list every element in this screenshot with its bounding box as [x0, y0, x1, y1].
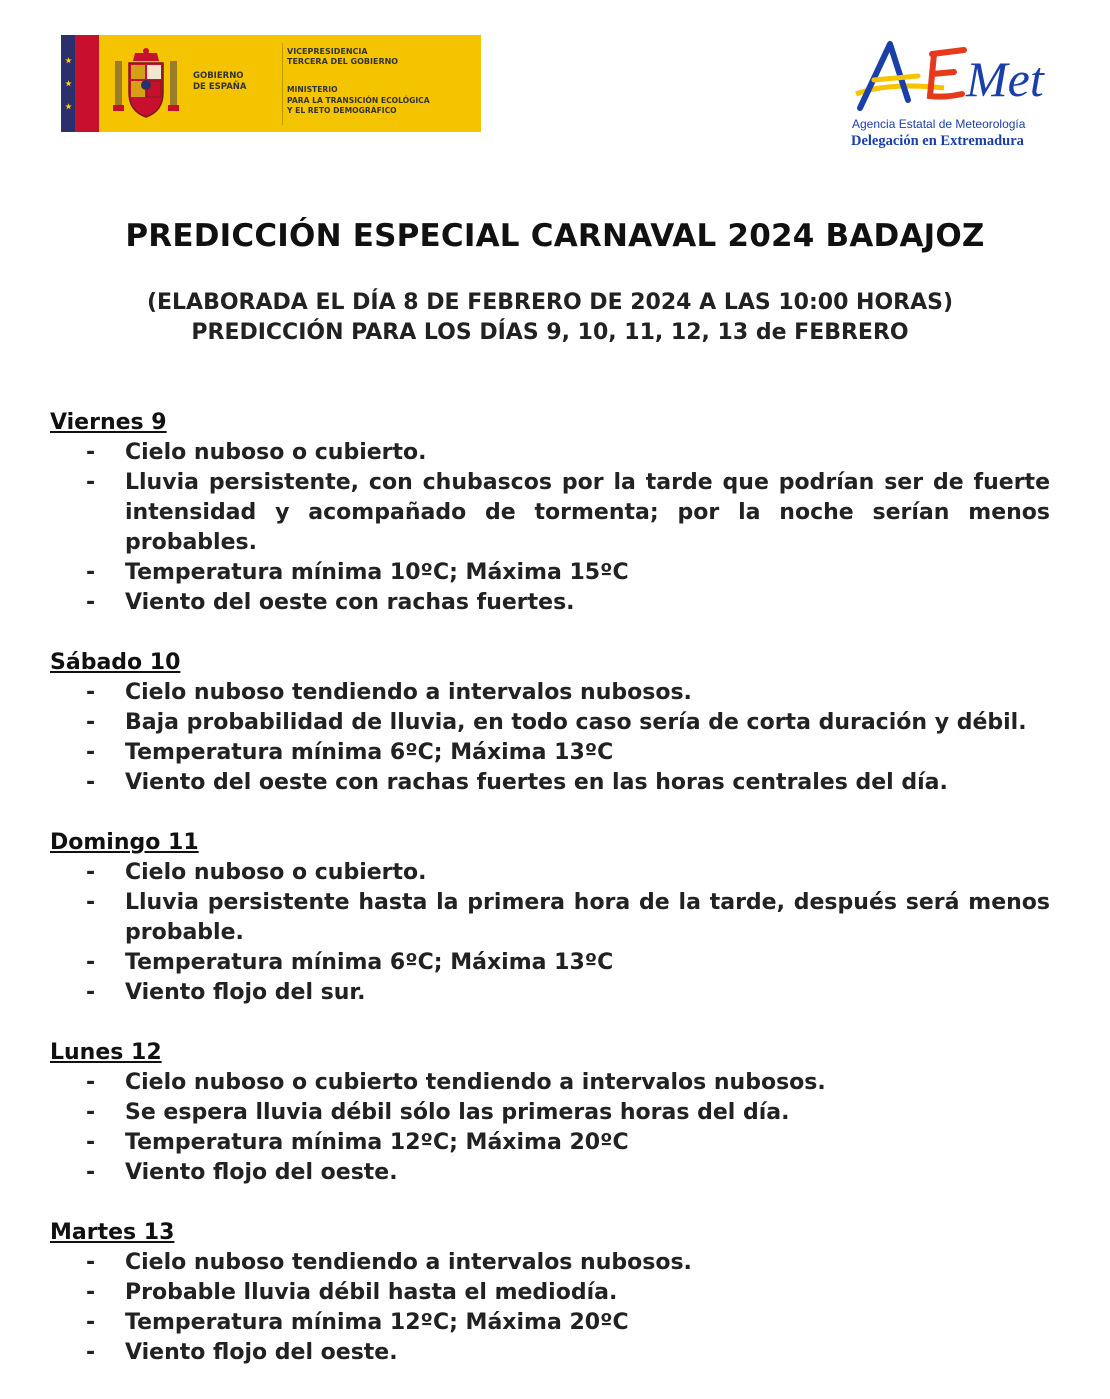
day-heading: Martes 13 — [50, 1220, 175, 1245]
aemet-wordmark — [848, 38, 1058, 118]
day-heading: Domingo 11 — [50, 830, 199, 855]
day-section — [50, 648, 1050, 798]
forecast-list — [50, 408, 1050, 1398]
forecast-item: - Viento flojo del oeste. — [86, 1160, 398, 1185]
forecast-item: - Viento del oeste con rachas fuertes en las horas centrales del día. — [86, 770, 948, 795]
forecast-item: - Cielo nuboso tendiendo a intervalos nubosos. — [86, 1250, 692, 1275]
forecast-item: - Cielo nuboso tendiendo a intervalos nubosos. — [86, 680, 692, 705]
vicepresidencia-text: VICEPRESIDENCIA TERCERA DEL GOBIERNO — [287, 47, 399, 66]
day-section — [50, 1218, 1050, 1368]
forecast-item: - Lluvia persistente hasta la primera hora de la tarde, después será menos probable. — [86, 890, 1050, 945]
coat-of-arms-icon — [113, 47, 179, 121]
forecast-item: - Temperatura mínima 12ºC; Máxima 20ºC — [86, 1130, 629, 1155]
flag-stripe — [61, 35, 99, 132]
forecast-item: - Viento flojo del sur. — [86, 980, 366, 1005]
subtitle-elaborada: (ELABORADA EL DÍA 8 DE FEBRERO DE 2024 A LAS 10:00 HORAS) — [146, 290, 954, 315]
forecast-item: - Cielo nuboso o cubierto tendiendo a intervalos nubosos. — [86, 1070, 826, 1095]
aemet-agency-name: Agencia Estatal de Meteorología — [852, 117, 1026, 131]
star-icon — [65, 103, 72, 110]
gobierno-text: GOBIERNO DE ESPAÑA — [193, 71, 247, 92]
day-section — [50, 408, 1050, 618]
forecast-item: - Viento del oeste con rachas fuertes. — [86, 590, 575, 615]
star-icon — [65, 57, 72, 64]
day-section — [50, 828, 1050, 1008]
forecast-item: - Se espera lluvia débil sólo las primeras horas del día. — [86, 1100, 790, 1125]
aemet-logo — [848, 38, 1058, 152]
forecast-item: - Cielo nuboso o cubierto. — [86, 440, 427, 465]
forecast-item: - Probable lluvia débil hasta el mediodía. — [86, 1280, 618, 1305]
forecast-item: - Temperatura mínima 6ºC; Máxima 13ºC — [86, 950, 614, 975]
page-title: PREDICCIÓN ESPECIAL CARNAVAL 2024 BADAJOZ — [125, 218, 985, 254]
day-heading: Sábado 10 — [50, 650, 181, 675]
star-icon — [65, 80, 72, 87]
ministerio-text: MINISTERIO PARA LA TRANSICIÓN ECOLÓGICA Y EL RETO DEMOGRÁFICO — [287, 85, 430, 115]
logo-divider — [282, 43, 283, 125]
forecast-item: - Cielo nuboso o cubierto. — [86, 860, 427, 885]
forecast-item: - Temperatura mínima 6ºC; Máxima 13ºC — [86, 740, 614, 765]
forecast-item: - Temperatura mínima 10ºC; Máxima 15ºC — [86, 560, 629, 585]
svg-text:Met: Met — [966, 51, 1044, 107]
subtitle-dias: PREDICCIÓN PARA LOS DÍAS 9, 10, 11, 12, 13 de FEBRERO — [191, 320, 909, 345]
forecast-item: - Temperatura mínima 12ºC; Máxima 20ºC — [86, 1310, 629, 1335]
forecast-item: - Baja probabilidad de lluvia, en todo caso sería de corta duración y débil. — [86, 710, 1027, 735]
forecast-item: - Lluvia persistente, con chubascos por la tarde que podrían ser de fuerte intensidad y acompañado de tormenta; por la noche serían menos probables. — [86, 470, 1050, 555]
day-heading: Lunes 12 — [50, 1040, 162, 1065]
aemet-delegation: Delegación en Extremadura — [851, 133, 1024, 149]
forecast-item: - Viento flojo del oeste. — [86, 1340, 398, 1365]
gobierno-espana-logo — [61, 35, 481, 132]
day-heading: Viernes 9 — [50, 410, 167, 435]
day-section — [50, 1038, 1050, 1188]
